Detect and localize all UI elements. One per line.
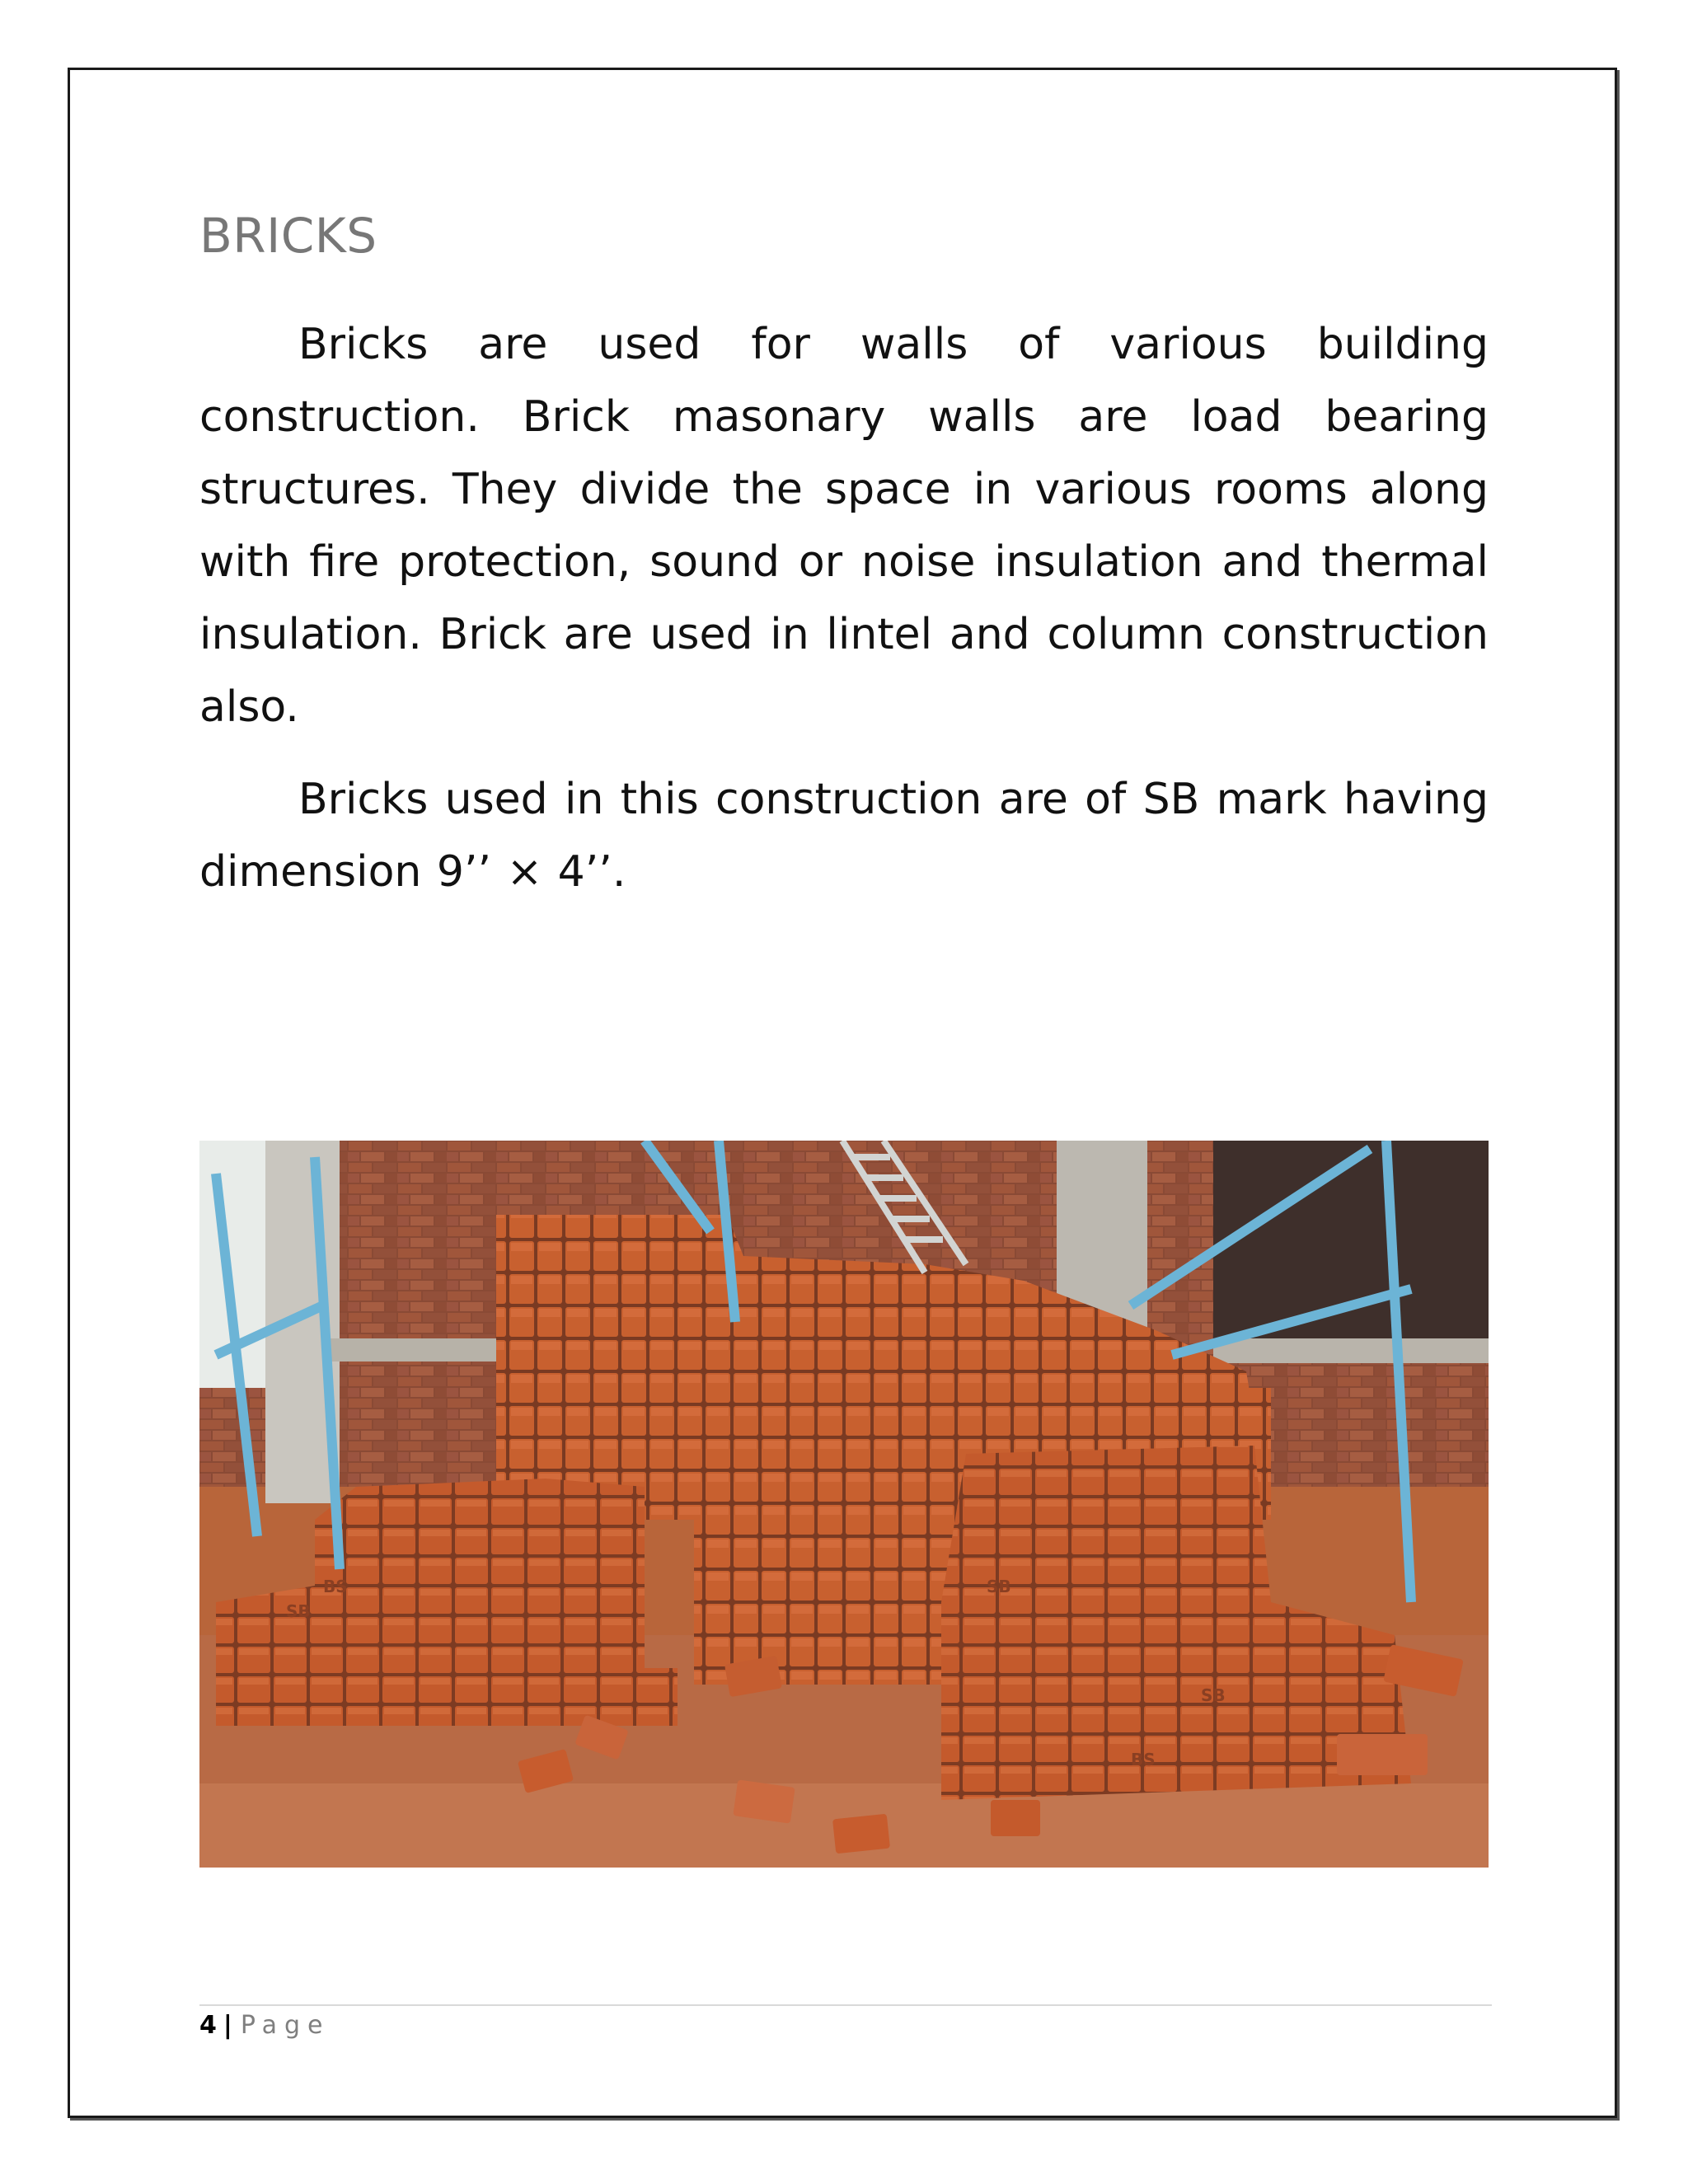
brick-stack-illustration — [199, 1141, 1489, 1868]
brick-mark-5: SB — [1201, 1685, 1226, 1705]
section-heading: BRICKS — [199, 208, 377, 264]
paragraph-brick-specification: Bricks used in this construction are of SB mark having dimension 9’’ × 4’’. — [199, 775, 1489, 897]
page-number: 4 — [199, 2011, 217, 2040]
paragraph-bricks-usage: Bricks are used for walls of various building construction. Brick masonary walls are load bearing structures. They divide the space in various rooms along with fire protection, sound or noise insulation and thermal insulation. Brick are used in lintel and column construction also. — [199, 320, 1489, 732]
brick-mark-4: BS — [1131, 1750, 1156, 1769]
footer-separator: | — [223, 2011, 232, 2040]
brick-mark-3: SB — [987, 1577, 1011, 1596]
brick-stack-photo — [199, 1141, 1489, 1868]
page-footer — [199, 2011, 330, 2040]
brick-mark-1: BS — [323, 1577, 348, 1596]
footer-divider — [199, 2004, 1492, 2006]
page-label: Page — [240, 2011, 331, 2040]
brick-mark-2: SB — [286, 1601, 311, 1621]
